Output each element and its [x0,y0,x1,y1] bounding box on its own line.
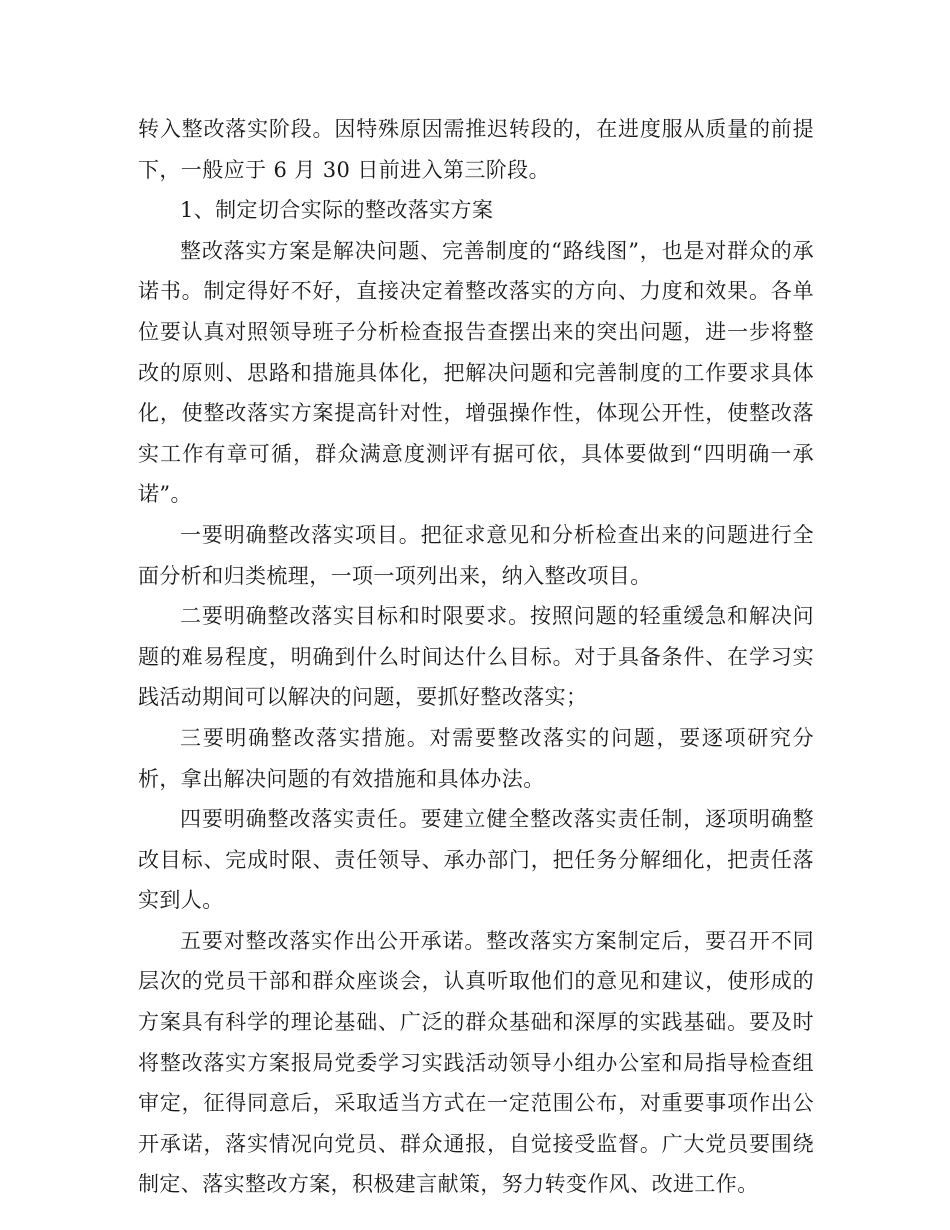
paragraph-item-3: 三要明确整改落实措施。对需要整改落实的问题，要逐项研究分析，拿出解决问题的有效措施和具体办法。 [138,725,814,791]
section-heading: 1、制定切合实际的整改落实方案 [180,198,494,223]
paragraph-item-4: 四要明确整改落实责任。要建立健全整改落实责任制，逐项明确整改目标、完成时限、责任领导、承办部门，把任务分解细化，把责任落实到人。 [138,807,814,913]
paragraph-item-1: 一要明确整改落实项目。把征求意见和分析检查出来的问题进行全面分析和归类梳理，一项一项列出来，纳入整改项目。 [138,522,814,588]
paragraph-continuation: 转入整改落实阶段。因特殊原因需推迟转段的，在进度服从质量的前提下，一般应于 6 月 30 日前进入第三阶段。 [138,117,814,182]
document-body [138,109,814,1205]
paragraph-item-2: 二要明确整改落实目标和时限要求。按照问题的轻重缓急和解决问题的难易程度，明确到什么时间达什么目标。对于具备条件、在学习实践活动期间可以解决的问题，要抓好整改落实； [138,604,814,710]
paragraph-item-5: 五要对整改落实作出公开承诺。整改落实方案制定后，要召开不同层次的党员干部和群众座谈会，认真听取他们的意见和建议，使形成的方案具有科学的理论基础、广泛的群众基础和深厚的实践基础。要及时将整改落实方案报局党委学习实践活动领导小组办公室和局指导检查组审定，征得同意后，采取适当方式在一定范围公布，对重要事项作出公开承诺，落实情况向党员、群众通报，自觉接受监督。广大党员要围绕制定、落实整改方案，积极建言献策，努力转变作风、改进工作。 [138,928,814,1197]
paragraph-plan-overview: 整改落实方案是解决问题、完善制度的“路线图”，也是对群众的承诺书。制定得好不好，直接决定着整改落实的方向、力度和效果。各单位要认真对照领导班子分析检查报告查摆出来的突出问题，进一步将整改的原则、思路和措施具体化，把解决问题和完善制度的工作要求具体化，使整改落实方案提高针对性，增强操作性，体现公开性，使整改落实工作有章可循，群众满意度测评有据可依，具体要做到“四明确一承诺”。 [138,238,814,507]
